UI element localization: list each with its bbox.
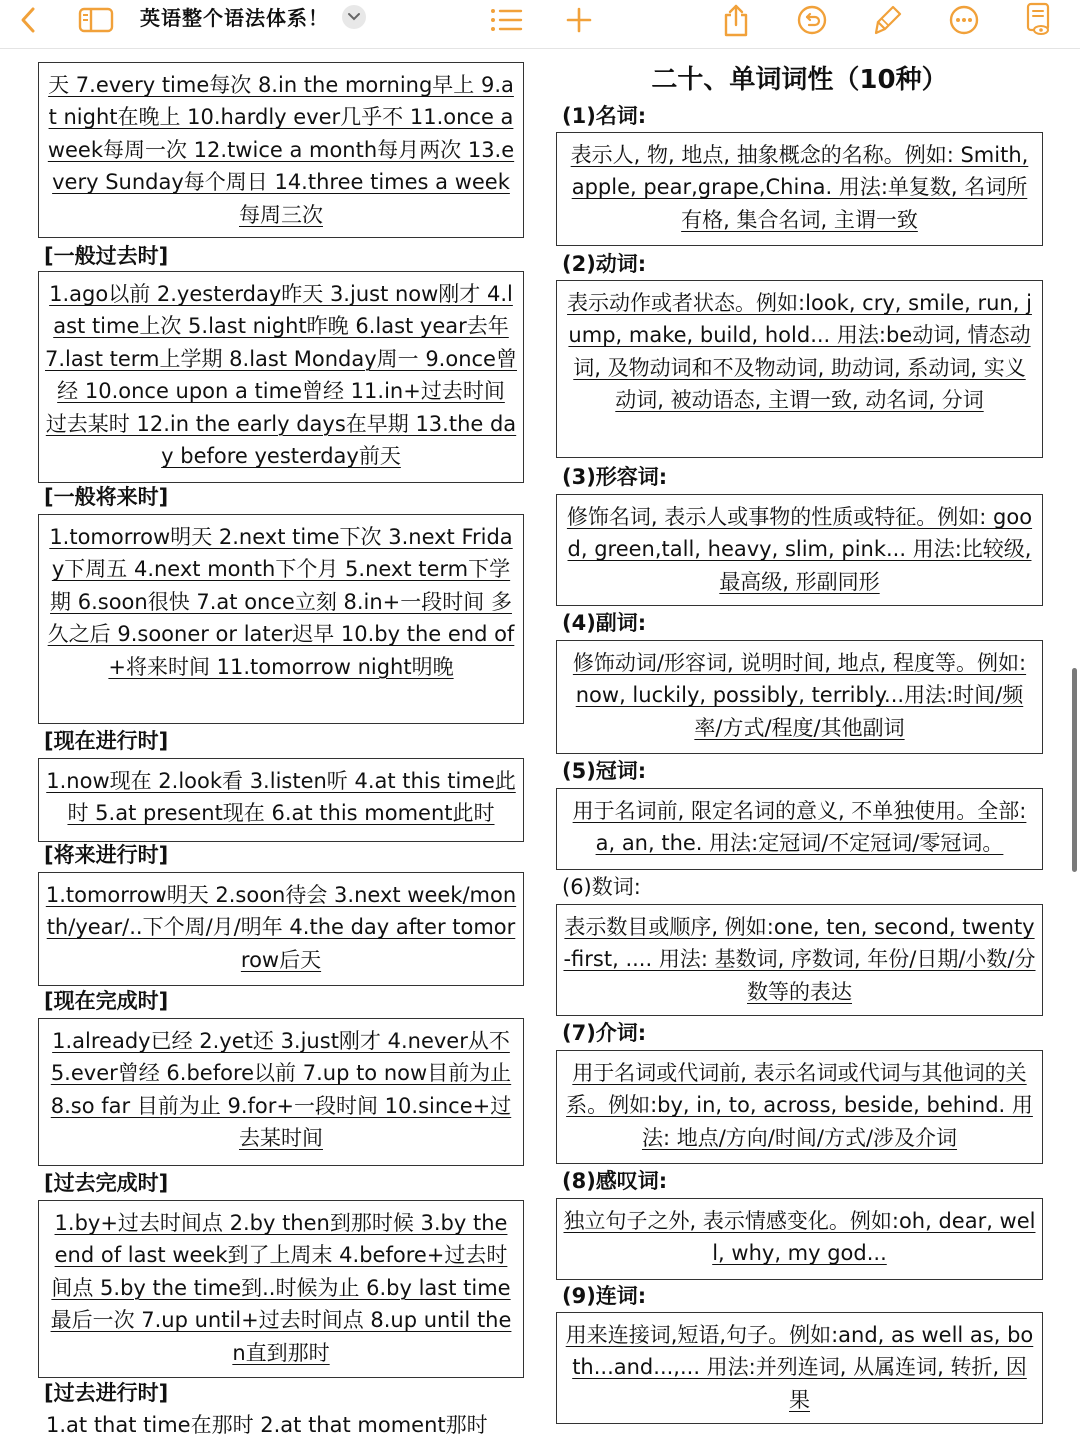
heading-numeral: (6)数词: <box>562 875 641 899</box>
box-text: 天 7.every time每次 8.in the morning早上 9.at night在晚上 10.hardly ever几乎不 11.once a week每周一次 12.twice a month每月两次 13.every Sunday每个周日 14.three times a week每周三次 <box>47 73 515 227</box>
box-text: 用来连接词,短语,句子。例如:and, as well as, both...and...,... 用法:并列连词, 从属连词, 转折, 因果 <box>565 1323 1034 1412</box>
add-icon[interactable] <box>562 0 596 40</box>
box-text: 1.tomorrow明天 2.soon待会 3.next week/month/year/..下个周/月/明年 4.the day after tomorrow后天 <box>45 883 517 972</box>
box-text: 1.tomorrow明天 2.next time下次 3.next Friday下周五 4.next month下个月 5.next term下学期 6.soon很快 7.at once立刻 8.in+一段时间 多久之后 9.sooner or later迟早 10.by the end of+将来时间 11.tomorrow night明晚 <box>47 525 515 679</box>
box-text: 表示人, 物, 地点, 抽象概念的名称。例如: Smith, apple, pear,grape,China. 用法:单复数, 名词所有格, 集合名词, 主谓一致 <box>570 143 1029 232</box>
heading-past-perfect: [过去完成时] <box>44 1171 169 1195</box>
more-icon[interactable] <box>946 0 982 40</box>
vertical-scrollbar[interactable] <box>1072 668 1077 872</box>
markup-icon[interactable] <box>870 0 906 40</box>
keywords-box-present-simple <box>38 62 524 238</box>
article-box <box>556 788 1043 870</box>
box-text: 1.ago以前 2.yesterday昨天 3.just now刚才 4.last time上次 5.last night昨晚 6.last year去年 7.last term上学期 8.last Monday周一 9.once曾经 10.once upon a time曾经 11.in+过去时间 过去某时 12.in the early days在早期 13.the day before yesterday前天 <box>45 282 517 469</box>
heading-future-simple: [一般将来时] <box>44 485 169 509</box>
heading-article: (5)冠词: <box>562 759 647 783</box>
keywords-box-future-continuous <box>38 872 524 986</box>
document-title[interactable]: 英语整个语法体系！ <box>140 6 329 30</box>
keywords-box-present-continuous <box>38 758 524 842</box>
box-text: 独立句子之外, 表示情感变化。例如:oh, dear, well, why, my god... <box>563 1209 1036 1266</box>
back-chevron-icon[interactable] <box>10 0 46 40</box>
box-text: 表示数目或顺序, 例如:one, ten, second, twenty-first, .... 用法: 基数词, 序数词, 年份/日期/小数/分数等的表达 <box>563 915 1036 1004</box>
heading-adverb: (4)副词: <box>562 611 647 635</box>
sidebar-icon[interactable] <box>76 0 116 40</box>
keywords-box-past-simple <box>38 271 524 483</box>
box-text: 表示动作或者状态。例如:look, cry, smile, run, jump, make, build, hold... 用法:be动词, 情态动词, 及物动词和不及物动词, 助动词, 系动词, 实义动词, 被动语态, 主谓一致, 动名词, 分词 <box>567 291 1032 413</box>
conjunction-box <box>556 1312 1043 1424</box>
preposition-box <box>556 1050 1043 1164</box>
undo-icon[interactable] <box>794 0 830 40</box>
heading-preposition: (7)介词: <box>562 1021 647 1045</box>
chevron-down-icon[interactable] <box>342 5 366 29</box>
heading-past-simple: [一般过去时] <box>44 244 169 268</box>
heading-present-perfect: [现在完成时] <box>44 989 169 1013</box>
list-icon[interactable] <box>486 0 526 40</box>
interjection-box <box>556 1198 1043 1280</box>
heading-past-continuous: [过去进行时] <box>44 1381 169 1405</box>
section-title: 二十、单词词性（10种） <box>651 65 948 95</box>
adverb-box <box>556 640 1043 754</box>
box-text: 修饰名词, 表示人或事物的性质或特征。例如: good, green,tall, heavy, slim, pink... 用法:比较级, 最高级, 形副同形 <box>566 505 1033 594</box>
box-text: 1.already已经 2.yet还 3.just刚才 4.never从不 5.ever曾经 6.before以前 7.up to now目前为止 8.so far 目前为止 9.for+一段时间 10.since+过去某时间 <box>50 1029 512 1151</box>
share-icon[interactable] <box>720 0 752 40</box>
past-continuous-text: 1.at that time在那时 2.at that moment那时 <box>46 1413 488 1437</box>
heading-verb: (2)动词: <box>562 252 647 276</box>
keywords-box-past-perfect <box>38 1200 524 1378</box>
box-text: 用于名词或代词前, 表示名词或代词与其他词的关系。例如:by, in, to, across, beside, behind. 用法: 地点/方向/时间/方式/涉及介词 <box>566 1061 1033 1150</box>
heading-conjunction: (9)连词: <box>562 1284 647 1308</box>
box-text: 1.now现在 2.look看 3.listen听 4.at this time此时 5.at present现在 6.at this moment此时 <box>46 769 516 826</box>
heading-noun: (1)名词: <box>562 104 647 128</box>
box-text: 修饰动词/形容词, 说明时间, 地点, 程度等。例如: now, luckily, possibly, terribly...用法:时间/频率/方式/程度/其他副词 <box>572 651 1027 740</box>
top-toolbar <box>0 0 1080 49</box>
verb-box <box>556 280 1043 458</box>
heading-adjective: (3)形容词: <box>562 465 668 489</box>
box-text: 用于名词前, 限定名词的意义, 不单独使用。全部: a, an, the. 用法:定冠词/不定冠词/零冠词。 <box>572 799 1027 856</box>
view-icon[interactable] <box>1022 0 1054 40</box>
heading-future-continuous: [将来进行时] <box>44 843 169 867</box>
heading-interjection: (8)感叹词: <box>562 1169 668 1193</box>
noun-box <box>556 132 1043 246</box>
adjective-box <box>556 494 1043 606</box>
keywords-box-future-simple <box>38 514 524 724</box>
box-text: 1.by+过去时间点 2.by then到那时候 3.by the end of last week到了上周末 4.before+过去时间点 5.by the time到..时候为止 6.by last time最后一次 7.up until+过去时间点 8.up until then直到那时 <box>50 1211 512 1365</box>
heading-present-continuous: [现在进行时] <box>44 729 169 753</box>
keywords-box-present-perfect <box>38 1018 524 1166</box>
numeral-box <box>556 904 1043 1016</box>
